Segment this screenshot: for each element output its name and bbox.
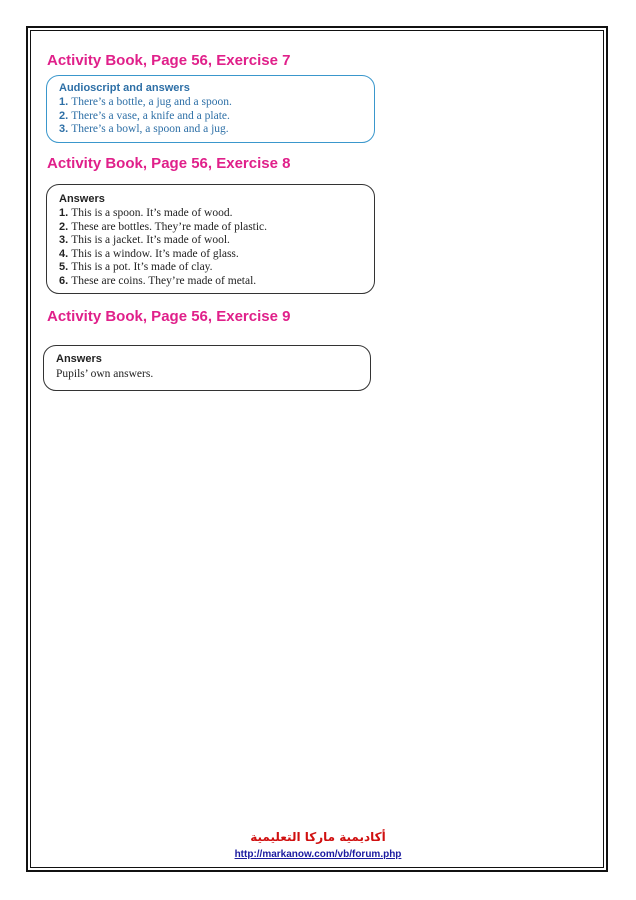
exercise-7-heading: Activity Book, Page 56, Exercise 7 bbox=[47, 52, 291, 69]
footer-forum-link[interactable]: http://markanow.com/vb/forum.php bbox=[234, 849, 402, 860]
exercise-9-box-title: Answers bbox=[56, 353, 102, 365]
list-item: 5. This is a pot. It’s made of clay. bbox=[59, 261, 213, 273]
exercise-8-list bbox=[59, 207, 362, 288]
list-item: 2. There’s a vase, a knife and a plate. bbox=[59, 109, 230, 122]
exercise-8-heading: Activity Book, Page 56, Exercise 8 bbox=[47, 155, 291, 172]
exercise-9-answer-box bbox=[43, 345, 371, 391]
exercise-8-box-title: Answers bbox=[59, 193, 105, 205]
list-item: 1. There’s a bottle, a jug and a spoon. bbox=[59, 96, 232, 108]
list-item: 2. These are bottles. They’re made of plastic. bbox=[59, 220, 268, 233]
exercise-7-answer-box bbox=[46, 75, 375, 143]
exercise-9-heading: Activity Book, Page 56, Exercise 9 bbox=[47, 308, 291, 325]
exercise-7-list bbox=[59, 96, 362, 137]
list-item: 6. These are coins. They’re made of metal. bbox=[59, 274, 257, 287]
list-item: 4. This is a window. It’s made of glass. bbox=[59, 247, 239, 260]
exercise-8-answer-box bbox=[46, 184, 375, 294]
exercise-9-answer-text: Pupils’ own answers. bbox=[56, 368, 154, 380]
list-item: 3. This is a jacket. It’s made of wool. bbox=[59, 234, 230, 246]
list-item: 3. There’s a bowl, a spoon and a jug. bbox=[59, 123, 229, 135]
list-item: 1. This is a spoon. It’s made of wood. bbox=[59, 207, 233, 219]
footer-academy-name: أكاديمية ماركا التعليمية bbox=[250, 830, 386, 844]
exercise-7-box-title: Audioscript and answers bbox=[59, 82, 190, 94]
